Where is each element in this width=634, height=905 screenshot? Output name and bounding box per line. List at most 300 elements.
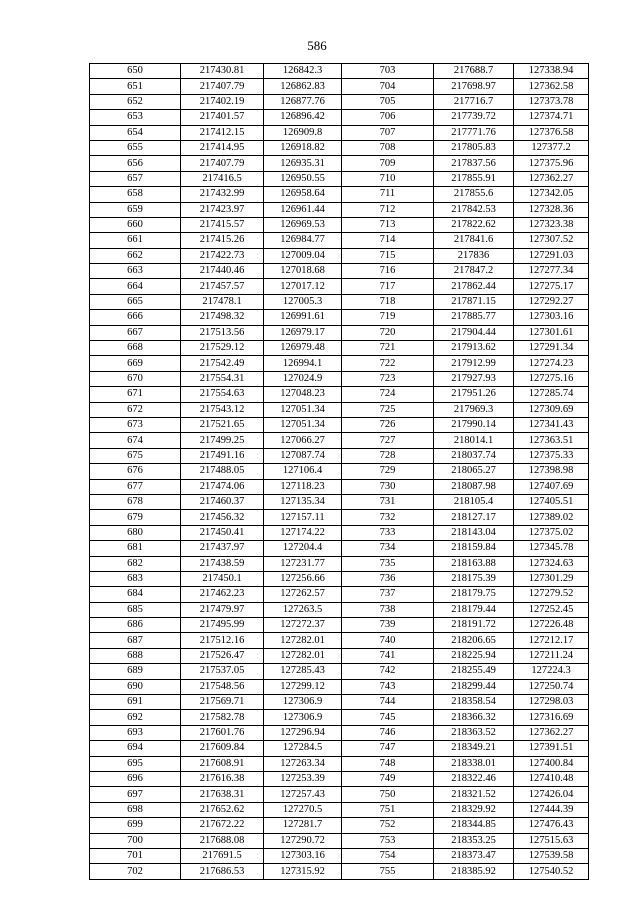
table-row: [90, 94, 589, 109]
x-coordinate-left: 217423.97: [181, 202, 264, 217]
table-row: [90, 725, 589, 740]
x-coordinate-left: 217498.32: [181, 310, 264, 325]
y-coordinate-right: 127476.43: [514, 818, 589, 833]
y-coordinate-left: 127263.5: [264, 602, 342, 617]
point-number-right: 736: [342, 571, 434, 586]
x-coordinate-left: 217686.53: [181, 864, 264, 879]
y-coordinate-right: 127323.38: [514, 217, 589, 232]
table-row: [90, 110, 589, 125]
y-coordinate-right: 127275.16: [514, 371, 589, 386]
x-coordinate-right: 218225.94: [434, 648, 514, 663]
y-coordinate-left: 127009.04: [264, 248, 342, 263]
y-coordinate-left: 127048.23: [264, 387, 342, 402]
x-coordinate-right: 217716.7: [434, 94, 514, 109]
table-row: [90, 402, 589, 417]
x-coordinate-left: 217478.1: [181, 294, 264, 309]
x-coordinate-left: 217402.19: [181, 94, 264, 109]
x-coordinate-right: 218191.72: [434, 618, 514, 633]
y-coordinate-left: 127106.4: [264, 464, 342, 479]
y-coordinate-right: 127324.63: [514, 556, 589, 571]
point-number-right: 709: [342, 156, 434, 171]
x-coordinate-right: 217847.2: [434, 264, 514, 279]
x-coordinate-left: 217456.32: [181, 510, 264, 525]
x-coordinate-right: 218385.92: [434, 864, 514, 879]
x-coordinate-right: 217969.3: [434, 402, 514, 417]
x-coordinate-right: 218338.01: [434, 756, 514, 771]
table-row: [90, 510, 589, 525]
x-coordinate-right: 218329.92: [434, 802, 514, 817]
table-row: [90, 787, 589, 802]
x-coordinate-left: 217554.63: [181, 387, 264, 402]
table-row: [90, 79, 589, 94]
y-coordinate-right: 127377.2: [514, 140, 589, 155]
y-coordinate-right: 127224.3: [514, 664, 589, 679]
x-coordinate-right: 218366.32: [434, 710, 514, 725]
y-coordinate-right: 127400.84: [514, 756, 589, 771]
x-coordinate-left: 217499.25: [181, 433, 264, 448]
point-number-right: 723: [342, 371, 434, 386]
point-number-right: 712: [342, 202, 434, 217]
y-coordinate-left: 126979.17: [264, 325, 342, 340]
y-coordinate-left: 127306.9: [264, 695, 342, 710]
table-row: [90, 710, 589, 725]
x-coordinate-right: 217913.62: [434, 341, 514, 356]
point-number-left: 662: [90, 248, 181, 263]
point-number-right: 737: [342, 587, 434, 602]
point-number-left: 666: [90, 310, 181, 325]
point-number-left: 664: [90, 279, 181, 294]
point-number-right: 721: [342, 341, 434, 356]
point-number-left: 668: [90, 341, 181, 356]
x-coordinate-left: 217638.31: [181, 787, 264, 802]
y-coordinate-right: 127274.23: [514, 356, 589, 371]
y-coordinate-right: 127303.16: [514, 310, 589, 325]
point-number-right: 738: [342, 602, 434, 617]
y-coordinate-right: 127338.94: [514, 64, 589, 79]
x-coordinate-left: 217691.5: [181, 848, 264, 863]
point-number-left: 683: [90, 571, 181, 586]
point-number-right: 705: [342, 94, 434, 109]
y-coordinate-left: 127257.43: [264, 787, 342, 802]
x-coordinate-left: 217543.12: [181, 402, 264, 417]
y-coordinate-left: 127282.01: [264, 648, 342, 663]
point-number-right: 719: [342, 310, 434, 325]
point-number-right: 750: [342, 787, 434, 802]
table-row: [90, 417, 589, 432]
page-number: 586: [307, 38, 327, 53]
point-number-left: 656: [90, 156, 181, 171]
y-coordinate-left: 127256.66: [264, 571, 342, 586]
x-coordinate-right: 217688.7: [434, 64, 514, 79]
x-coordinate-left: 217414.95: [181, 140, 264, 155]
point-number-left: 698: [90, 802, 181, 817]
y-coordinate-left: 126909.8: [264, 125, 342, 140]
x-coordinate-right: 218179.44: [434, 602, 514, 617]
table-row: [90, 371, 589, 386]
point-number-left: 669: [90, 356, 181, 371]
y-coordinate-left: 127306.9: [264, 710, 342, 725]
x-coordinate-left: 217430.81: [181, 64, 264, 79]
y-coordinate-left: 127290.72: [264, 833, 342, 848]
table-row: [90, 494, 589, 509]
y-coordinate-left: 127284.5: [264, 741, 342, 756]
x-coordinate-right: 218179.75: [434, 587, 514, 602]
x-coordinate-left: 217526.47: [181, 648, 264, 663]
x-coordinate-right: 217842.53: [434, 202, 514, 217]
x-coordinate-right: 218037.74: [434, 448, 514, 463]
point-number-right: 728: [342, 448, 434, 463]
y-coordinate-left: 127157.11: [264, 510, 342, 525]
table-row: [90, 156, 589, 171]
coordinates-table: [89, 63, 589, 880]
x-coordinate-right: 218065.27: [434, 464, 514, 479]
point-number-left: 695: [90, 756, 181, 771]
x-coordinate-right: 217951.26: [434, 387, 514, 402]
table-row: [90, 217, 589, 232]
table-row: [90, 233, 589, 248]
table-row: [90, 171, 589, 186]
point-number-left: 679: [90, 510, 181, 525]
y-coordinate-right: 127407.69: [514, 479, 589, 494]
y-coordinate-left: 127174.22: [264, 525, 342, 540]
point-number-left: 667: [90, 325, 181, 340]
x-coordinate-right: 217904.44: [434, 325, 514, 340]
y-coordinate-left: 126984.77: [264, 233, 342, 248]
point-number-left: 673: [90, 417, 181, 432]
y-coordinate-right: 127373.78: [514, 94, 589, 109]
table-row: [90, 541, 589, 556]
x-coordinate-right: 218255.49: [434, 664, 514, 679]
point-number-left: 650: [90, 64, 181, 79]
x-coordinate-left: 217548.56: [181, 679, 264, 694]
x-coordinate-left: 217432.99: [181, 187, 264, 202]
x-coordinate-right: 218143.04: [434, 525, 514, 540]
point-number-left: 672: [90, 402, 181, 417]
y-coordinate-right: 127444.39: [514, 802, 589, 817]
y-coordinate-left: 127262.57: [264, 587, 342, 602]
x-coordinate-left: 217450.1: [181, 571, 264, 586]
x-coordinate-left: 217608.91: [181, 756, 264, 771]
x-coordinate-left: 217601.76: [181, 725, 264, 740]
x-coordinate-right: 218175.39: [434, 571, 514, 586]
y-coordinate-right: 127250.74: [514, 679, 589, 694]
x-coordinate-right: 218299.44: [434, 679, 514, 694]
y-coordinate-left: 126862.83: [264, 79, 342, 94]
y-coordinate-left: 126896.42: [264, 110, 342, 125]
y-coordinate-left: 127017.12: [264, 279, 342, 294]
y-coordinate-left: 126979.48: [264, 341, 342, 356]
point-number-left: 692: [90, 710, 181, 725]
point-number-left: 663: [90, 264, 181, 279]
y-coordinate-left: 127051.34: [264, 402, 342, 417]
y-coordinate-left: 127253.39: [264, 771, 342, 786]
y-coordinate-left: 127303.16: [264, 848, 342, 863]
x-coordinate-left: 217512.16: [181, 633, 264, 648]
y-coordinate-left: 126950.55: [264, 171, 342, 186]
x-coordinate-left: 217457.57: [181, 279, 264, 294]
x-coordinate-right: 217822.62: [434, 217, 514, 232]
point-number-left: 685: [90, 602, 181, 617]
x-coordinate-right: 217871.15: [434, 294, 514, 309]
point-number-right: 739: [342, 618, 434, 633]
x-coordinate-left: 217537.05: [181, 664, 264, 679]
x-coordinate-left: 217495.99: [181, 618, 264, 633]
x-coordinate-left: 217438.59: [181, 556, 264, 571]
y-coordinate-right: 127211.24: [514, 648, 589, 663]
point-number-left: 655: [90, 140, 181, 155]
point-number-left: 694: [90, 741, 181, 756]
point-number-right: 755: [342, 864, 434, 879]
y-coordinate-left: 127204.4: [264, 541, 342, 556]
y-coordinate-right: 127410.48: [514, 771, 589, 786]
x-coordinate-right: 218087.98: [434, 479, 514, 494]
point-number-right: 718: [342, 294, 434, 309]
table-row: [90, 633, 589, 648]
x-coordinate-left: 217479.97: [181, 602, 264, 617]
x-coordinate-right: 217990.14: [434, 417, 514, 432]
x-coordinate-left: 217542.49: [181, 356, 264, 371]
y-coordinate-left: 126877.76: [264, 94, 342, 109]
y-coordinate-left: 127281.7: [264, 818, 342, 833]
table-row: [90, 187, 589, 202]
point-number-right: 730: [342, 479, 434, 494]
point-number-left: 702: [90, 864, 181, 879]
point-number-right: 729: [342, 464, 434, 479]
table-row: [90, 679, 589, 694]
y-coordinate-left: 127270.5: [264, 802, 342, 817]
x-coordinate-right: 217771.76: [434, 125, 514, 140]
point-number-left: 696: [90, 771, 181, 786]
point-number-left: 674: [90, 433, 181, 448]
point-number-right: 743: [342, 679, 434, 694]
y-coordinate-right: 127275.17: [514, 279, 589, 294]
x-coordinate-left: 217462.23: [181, 587, 264, 602]
y-coordinate-left: 126958.64: [264, 187, 342, 202]
point-number-left: 658: [90, 187, 181, 202]
y-coordinate-right: 127375.02: [514, 525, 589, 540]
point-number-left: 688: [90, 648, 181, 663]
x-coordinate-right: 217698.97: [434, 79, 514, 94]
table-row: [90, 356, 589, 371]
y-coordinate-left: 127005.3: [264, 294, 342, 309]
x-coordinate-right: 217739.72: [434, 110, 514, 125]
x-coordinate-right: 218363.52: [434, 725, 514, 740]
x-coordinate-left: 217652.62: [181, 802, 264, 817]
y-coordinate-right: 127309.69: [514, 402, 589, 417]
x-coordinate-right: 218349.21: [434, 741, 514, 756]
y-coordinate-right: 127362.27: [514, 171, 589, 186]
point-number-right: 740: [342, 633, 434, 648]
point-number-left: 671: [90, 387, 181, 402]
x-coordinate-left: 217488.05: [181, 464, 264, 479]
table-row: [90, 664, 589, 679]
point-number-right: 707: [342, 125, 434, 140]
point-number-right: 725: [342, 402, 434, 417]
point-number-right: 741: [342, 648, 434, 663]
y-coordinate-left: 127087.74: [264, 448, 342, 463]
table-row: [90, 310, 589, 325]
y-coordinate-right: 127301.29: [514, 571, 589, 586]
y-coordinate-right: 127341.43: [514, 417, 589, 432]
x-coordinate-left: 217407.79: [181, 156, 264, 171]
point-number-right: 748: [342, 756, 434, 771]
table-row: [90, 202, 589, 217]
x-coordinate-left: 217616.38: [181, 771, 264, 786]
table-row: [90, 571, 589, 586]
point-number-left: 660: [90, 217, 181, 232]
point-number-right: 717: [342, 279, 434, 294]
table-row: [90, 695, 589, 710]
table-row: [90, 387, 589, 402]
y-coordinate-left: 126918.82: [264, 140, 342, 155]
point-number-left: 701: [90, 848, 181, 863]
point-number-left: 699: [90, 818, 181, 833]
table-row: [90, 818, 589, 833]
point-number-right: 726: [342, 417, 434, 432]
point-number-right: 731: [342, 494, 434, 509]
y-coordinate-right: 127398.98: [514, 464, 589, 479]
y-coordinate-right: 127362.27: [514, 725, 589, 740]
table-row: [90, 325, 589, 340]
coordinates-table-body: [90, 64, 589, 880]
point-number-left: 690: [90, 679, 181, 694]
x-coordinate-left: 217412.15: [181, 125, 264, 140]
x-coordinate-right: 218105.4: [434, 494, 514, 509]
point-number-right: 742: [342, 664, 434, 679]
point-number-left: 681: [90, 541, 181, 556]
point-number-right: 746: [342, 725, 434, 740]
point-number-left: 689: [90, 664, 181, 679]
x-coordinate-left: 217474.06: [181, 479, 264, 494]
point-number-right: 727: [342, 433, 434, 448]
x-coordinate-right: 217885.77: [434, 310, 514, 325]
x-coordinate-left: 217416.5: [181, 171, 264, 186]
x-coordinate-right: 218321.52: [434, 787, 514, 802]
y-coordinate-right: 127291.34: [514, 341, 589, 356]
y-coordinate-right: 127277.34: [514, 264, 589, 279]
y-coordinate-left: 126994.1: [264, 356, 342, 371]
x-coordinate-right: 218206.65: [434, 633, 514, 648]
point-number-left: 652: [90, 94, 181, 109]
point-number-right: 724: [342, 387, 434, 402]
point-number-right: 747: [342, 741, 434, 756]
x-coordinate-right: 218344.85: [434, 818, 514, 833]
y-coordinate-left: 127272.37: [264, 618, 342, 633]
y-coordinate-left: 127315.92: [264, 864, 342, 879]
x-coordinate-left: 217460.37: [181, 494, 264, 509]
x-coordinate-left: 217672.22: [181, 818, 264, 833]
point-number-left: 653: [90, 110, 181, 125]
point-number-left: 680: [90, 525, 181, 540]
table-row: [90, 248, 589, 263]
point-number-right: 733: [342, 525, 434, 540]
y-coordinate-left: 127299.12: [264, 679, 342, 694]
y-coordinate-right: 127391.51: [514, 741, 589, 756]
x-coordinate-left: 217609.84: [181, 741, 264, 756]
x-coordinate-right: 218322.46: [434, 771, 514, 786]
x-coordinate-right: 218373.47: [434, 848, 514, 863]
table-row: [90, 464, 589, 479]
y-coordinate-right: 127389.02: [514, 510, 589, 525]
table-row: [90, 756, 589, 771]
table-row: [90, 771, 589, 786]
point-number-right: 706: [342, 110, 434, 125]
x-coordinate-right: 217841.6: [434, 233, 514, 248]
y-coordinate-right: 127375.96: [514, 156, 589, 171]
x-coordinate-left: 217513.56: [181, 325, 264, 340]
point-number-left: 678: [90, 494, 181, 509]
y-coordinate-left: 127018.68: [264, 264, 342, 279]
x-coordinate-left: 217401.57: [181, 110, 264, 125]
x-coordinate-right: 217862.44: [434, 279, 514, 294]
x-coordinate-left: 217437.97: [181, 541, 264, 556]
y-coordinate-left: 127282.01: [264, 633, 342, 648]
x-coordinate-left: 217688.08: [181, 833, 264, 848]
point-number-right: 704: [342, 79, 434, 94]
point-number-right: 713: [342, 217, 434, 232]
point-number-left: 659: [90, 202, 181, 217]
point-number-right: 752: [342, 818, 434, 833]
y-coordinate-right: 127226.48: [514, 618, 589, 633]
y-coordinate-left: 127231.77: [264, 556, 342, 571]
table-row: [90, 525, 589, 540]
y-coordinate-right: 127292.27: [514, 294, 589, 309]
y-coordinate-right: 127426.04: [514, 787, 589, 802]
point-number-right: 714: [342, 233, 434, 248]
point-number-right: 735: [342, 556, 434, 571]
x-coordinate-left: 217529.12: [181, 341, 264, 356]
point-number-right: 711: [342, 187, 434, 202]
x-coordinate-left: 217415.26: [181, 233, 264, 248]
point-number-right: 744: [342, 695, 434, 710]
point-number-left: 665: [90, 294, 181, 309]
x-coordinate-left: 217440.46: [181, 264, 264, 279]
table-row: [90, 802, 589, 817]
x-coordinate-right: 217912.99: [434, 356, 514, 371]
y-coordinate-left: 126991.61: [264, 310, 342, 325]
y-coordinate-left: 126842.3: [264, 64, 342, 79]
point-number-right: 734: [342, 541, 434, 556]
point-number-left: 675: [90, 448, 181, 463]
point-number-left: 670: [90, 371, 181, 386]
point-number-right: 720: [342, 325, 434, 340]
x-coordinate-left: 217569.71: [181, 695, 264, 710]
table-row: [90, 741, 589, 756]
y-coordinate-right: 127285.74: [514, 387, 589, 402]
x-coordinate-left: 217422.73: [181, 248, 264, 263]
x-coordinate-left: 217554.31: [181, 371, 264, 386]
table-row: [90, 556, 589, 571]
y-coordinate-right: 127316.69: [514, 710, 589, 725]
x-coordinate-right: 217927.93: [434, 371, 514, 386]
y-coordinate-right: 127212.17: [514, 633, 589, 648]
y-coordinate-right: 127376.58: [514, 125, 589, 140]
y-coordinate-left: 127135.34: [264, 494, 342, 509]
y-coordinate-right: 127539.58: [514, 848, 589, 863]
x-coordinate-left: 217415.57: [181, 217, 264, 232]
point-number-right: 753: [342, 833, 434, 848]
point-number-left: 693: [90, 725, 181, 740]
table-row: [90, 64, 589, 79]
point-number-right: 722: [342, 356, 434, 371]
table-row: [90, 833, 589, 848]
y-coordinate-left: 126961.44: [264, 202, 342, 217]
point-number-left: 682: [90, 556, 181, 571]
y-coordinate-right: 127362.58: [514, 79, 589, 94]
table-row: [90, 125, 589, 140]
table-row: [90, 294, 589, 309]
x-coordinate-right: 218358.54: [434, 695, 514, 710]
